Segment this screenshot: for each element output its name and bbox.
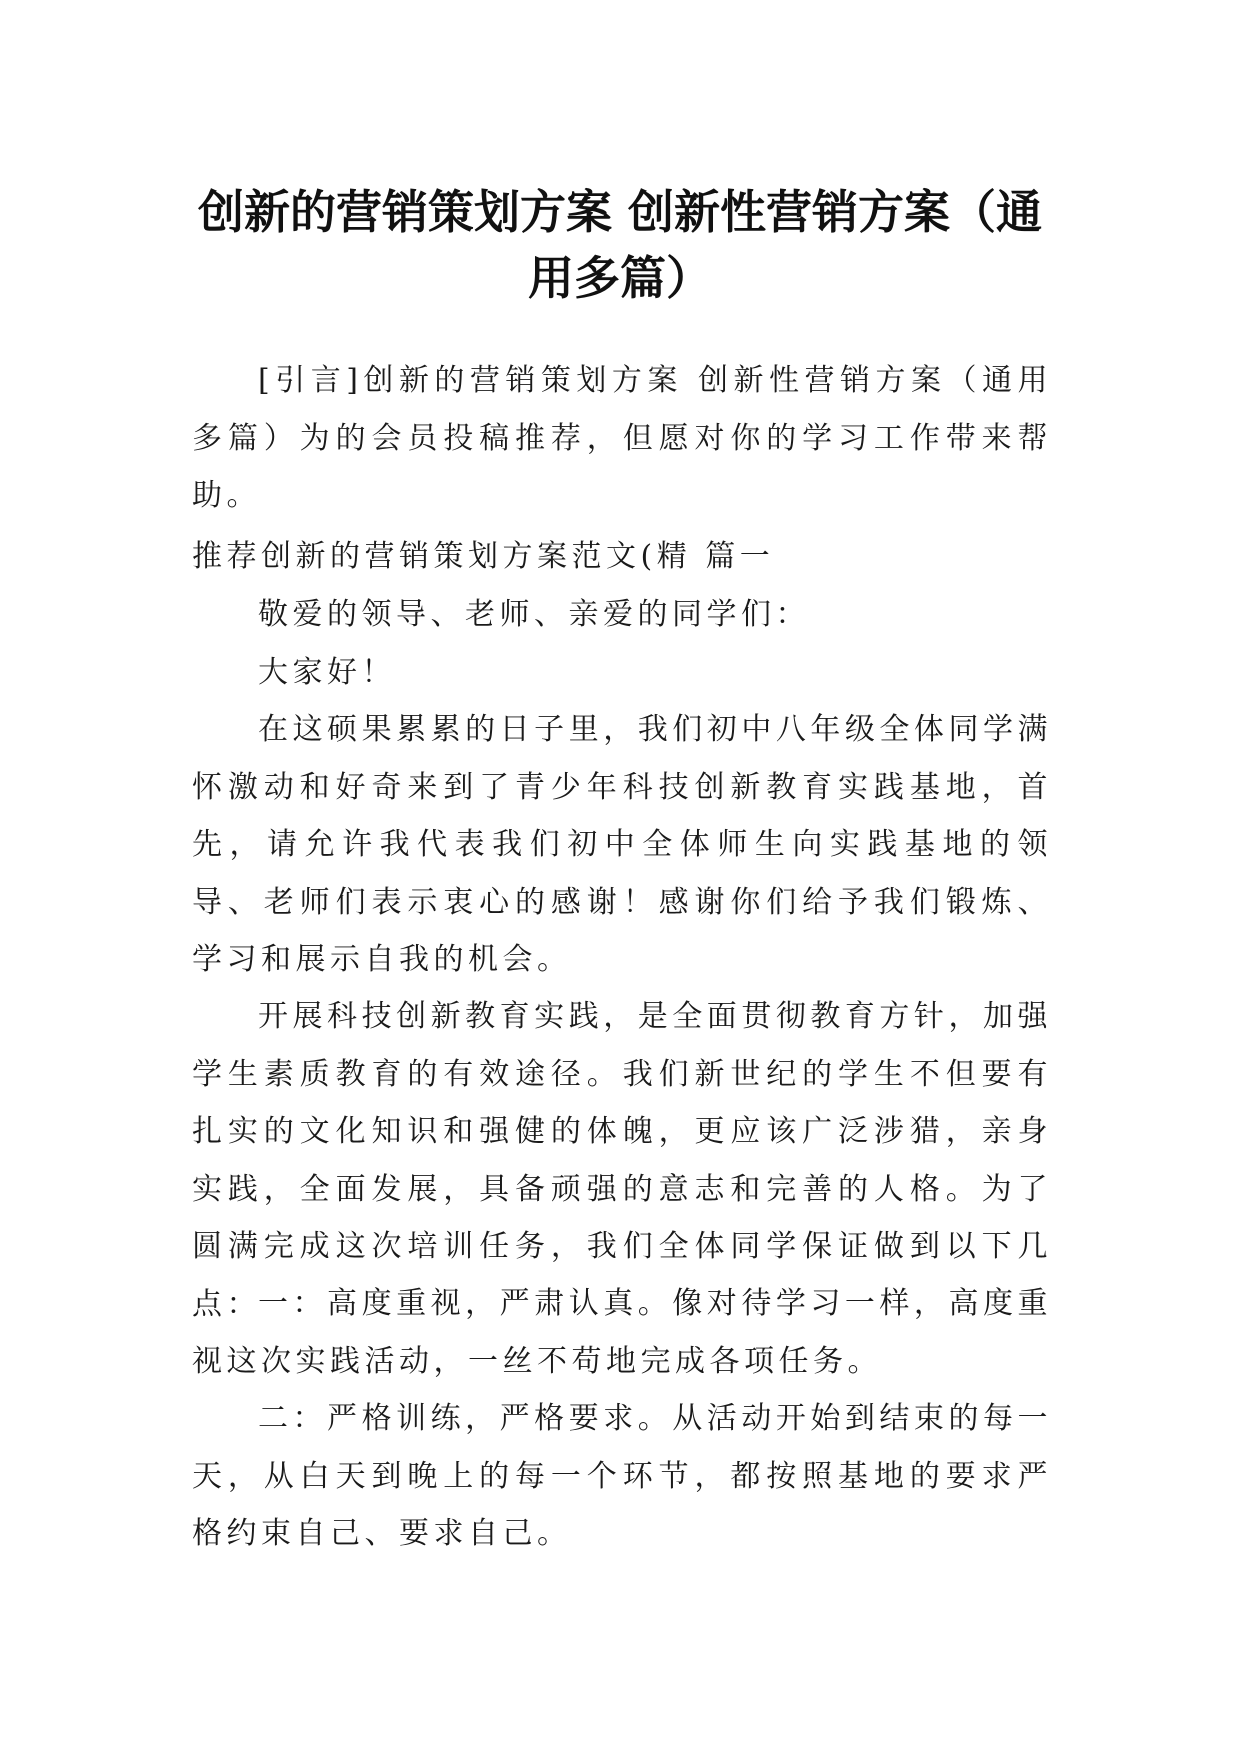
greeting: 大家好！	[258, 655, 396, 690]
body-paragraph-point-1: 一：高度重视，严肃认真。像对待学习一样，高度重视这次实践活动，一丝不苟地完成各项任务。	[192, 1286, 1052, 1379]
section-heading: 推荐创新的营销策划方案范文(精 篇一	[192, 539, 775, 574]
document-title: 创新的营销策划方案 创新性营销方案（通用多篇）	[197, 184, 1042, 305]
salutation: 敬爱的领导、老师、亲爱的同学们：	[258, 597, 810, 632]
body-paragraph: 在这硕果累累的日子里，我们初中八年级全体同学满怀激动和好奇来到了青少年科技创新教育实践基地，首先，请允许我代表我们初中全体师生向实践基地的领导、老师们表示衷心的感谢！感谢你们给予我们锻炼、学习和展示自我的机会。	[192, 712, 1052, 977]
intro-paragraph: [引言]创新的营销策划方案 创新性营销方案（通用多篇）为的会员投稿推荐，但愿对你的学习工作带来帮助。	[192, 363, 1052, 513]
body-paragraph: 开展科技创新教育实践，是全面贯彻教育方针，加强学生素质教育的有效途径。我们新世纪的学生不但要有扎实的文化知识和强健的体魄，更应该广泛涉猎，亲身实践，全面发展，具备顽强的意志和完善的人格。为了圆满完成这次培训任务，我们全体同学保证做到以下几点：	[192, 999, 1052, 1322]
body-paragraph-point-2: 二：严格训练，严格要求。从活动开始到结束的每一天，从白天到晚上的每一个环节，都按照基地的要求严格约束自己、要求自己。	[192, 1401, 1052, 1551]
